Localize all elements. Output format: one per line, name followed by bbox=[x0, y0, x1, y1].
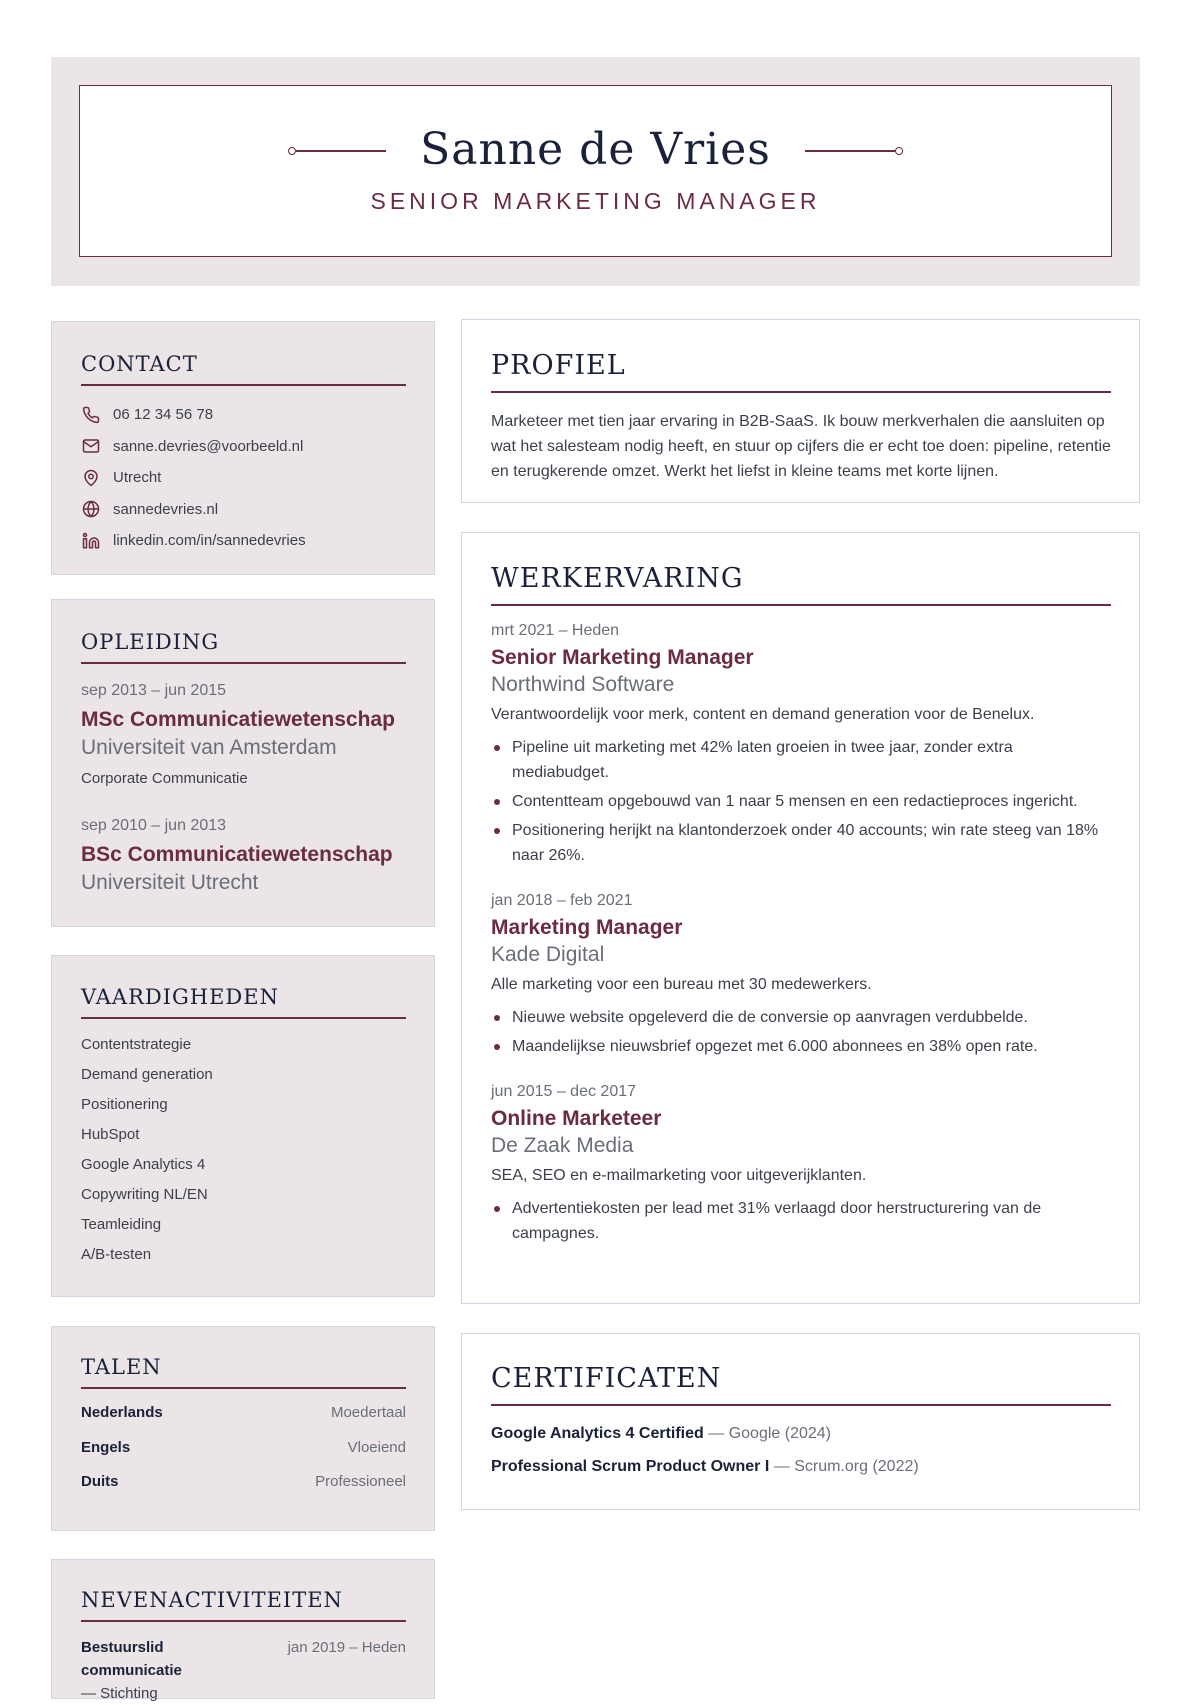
skill-item: HubSpot bbox=[81, 1126, 140, 1143]
job-description: Alle marketing voor een bureau met 30 medewerkers. bbox=[491, 976, 872, 993]
language-name: Duits bbox=[81, 1473, 119, 1490]
job-company: Kade Digital bbox=[491, 943, 605, 966]
experience-card bbox=[461, 532, 1140, 1304]
education-date: sep 2010 – jun 2013 bbox=[81, 817, 227, 834]
language-level: Moedertaal bbox=[330, 1404, 406, 1421]
skill-item: Teamleiding bbox=[81, 1216, 162, 1233]
skill-item: Demand generation bbox=[81, 1066, 213, 1083]
job-bullet: Maandelijkse nieuwsbrief opgezet met 6.000 abonnees en 38% open rate. bbox=[491, 1034, 1111, 1059]
contact-phone-text: 06 12 34 56 78 bbox=[113, 406, 214, 424]
contact-email-text: sanne.devries@voorbeeld.nl bbox=[113, 437, 304, 455]
education-date: sep 2013 – jun 2015 bbox=[81, 682, 227, 699]
language-name: Nederlands bbox=[81, 1404, 163, 1421]
contact-linkedin[interactable] bbox=[81, 525, 406, 557]
certificates-card bbox=[461, 1333, 1140, 1510]
contact-location bbox=[81, 462, 406, 494]
job-entry bbox=[491, 1083, 1111, 1246]
job-bullet: Nieuwe website opgeleverd die de conversie op aanvragen verdubbelde. bbox=[491, 1005, 1111, 1030]
skills-card bbox=[51, 955, 435, 1297]
mail-icon bbox=[81, 436, 101, 456]
job-date: jun 2015 – dec 2017 bbox=[491, 1083, 637, 1100]
education-item bbox=[81, 682, 406, 787]
certificates-heading: CERTIFICATEN bbox=[491, 1363, 1111, 1406]
job-title: Online Marketeer bbox=[491, 1107, 662, 1130]
skill-item: Copywriting NL/EN bbox=[81, 1186, 208, 1203]
education-school: Universiteit Utrecht bbox=[81, 871, 259, 894]
skill-item: Positionering bbox=[81, 1096, 168, 1113]
side-activity-role: Bestuurslid communicatie bbox=[81, 1639, 182, 1679]
language-level: Professioneel bbox=[315, 1473, 406, 1490]
contact-website-text: sannedevries.nl bbox=[113, 500, 219, 518]
education-note: Corporate Communicatie bbox=[81, 770, 248, 787]
job-title: Senior Marketing Manager bbox=[491, 646, 754, 669]
certificate-name: Google Analytics 4 Certified bbox=[491, 1425, 704, 1442]
job-bullet: Contentteam opgebouwd van 1 naar 5 mensen en een redactieproces ingericht. bbox=[491, 789, 1111, 814]
contact-linkedin-text: linkedin.com/in/sannedevries bbox=[113, 532, 306, 550]
profile-text: Marketeer met tien jaar ervaring in B2B-SaaS. Ik bouw merkverhalen die aansluiten op wat het salesteam nodig heeft, en stuur op cijfers die er echt toe doen: pipeline, retentie en terugkerende omzet. Werkt het liefst in kleine teams met korte lijnen. bbox=[491, 413, 1111, 480]
skill-item: A/B-testen bbox=[81, 1246, 152, 1263]
language-row bbox=[81, 1465, 406, 1500]
job-bullet: Positionering herijkt na klantonderzoek onder 40 accounts; win rate steeg van 18% naar 26%. bbox=[491, 818, 1111, 868]
candidate-title: SENIOR MARKETING MANAGER bbox=[370, 188, 821, 214]
contact-email[interactable] bbox=[81, 431, 406, 463]
job-entry bbox=[491, 622, 1111, 868]
education-degree: BSc Communicatiewetenschap bbox=[81, 843, 393, 866]
job-date: jan 2018 – feb 2021 bbox=[491, 892, 633, 909]
location-icon bbox=[81, 468, 101, 488]
certificate-name: Professional Scrum Product Owner I bbox=[491, 1458, 770, 1475]
candidate-name: Sanne de Vries bbox=[420, 124, 771, 175]
job-bullet: Pipeline uit marketing met 42% laten groeien in twee jaar, zonder extra mediabudget. bbox=[491, 735, 1111, 785]
profile-card bbox=[461, 319, 1140, 503]
job-title: Marketing Manager bbox=[491, 916, 683, 939]
language-row bbox=[81, 1396, 406, 1431]
job-date: mrt 2021 – Heden bbox=[491, 622, 620, 639]
side-activity-org: — Stichting bbox=[81, 1685, 158, 1702]
education-card bbox=[51, 599, 435, 927]
side-activity-date: jan 2019 – Heden bbox=[287, 1639, 406, 1656]
skill-item: Contentstrategie bbox=[81, 1036, 192, 1053]
contact-heading: CONTACT bbox=[81, 352, 406, 386]
skill-item: Google Analytics 4 bbox=[81, 1156, 206, 1173]
language-name: Engels bbox=[81, 1438, 131, 1456]
education-degree: MSc Communicatiewetenschap bbox=[81, 708, 395, 731]
language-level: Vloeiend bbox=[347, 1438, 406, 1456]
globe-icon bbox=[81, 499, 101, 519]
linkedin-icon bbox=[81, 531, 101, 551]
contact-phone[interactable] bbox=[81, 399, 406, 431]
phone-icon bbox=[81, 405, 101, 425]
job-description: SEA, SEO en e-mailmarketing voor uitgeverijklanten. bbox=[491, 1167, 867, 1184]
experience-heading: WERKERVARING bbox=[491, 563, 1111, 606]
language-row bbox=[81, 1431, 406, 1466]
job-company: Northwind Software bbox=[491, 673, 675, 696]
side-activities-card bbox=[51, 1559, 435, 1702]
job-entry bbox=[491, 892, 1111, 1059]
contact-card bbox=[51, 321, 435, 575]
profile-heading: PROFIEL bbox=[491, 350, 1111, 393]
certificate-item bbox=[491, 1450, 1111, 1483]
languages-heading: TALEN bbox=[81, 1355, 406, 1389]
job-company: De Zaak Media bbox=[491, 1134, 634, 1157]
education-school: Universiteit van Amsterdam bbox=[81, 736, 337, 759]
education-item bbox=[81, 817, 406, 895]
job-bullet: Advertentiekosten per lead met 31% verlaagd door herstructurering van de campagnes. bbox=[491, 1196, 1111, 1246]
side-activities-heading: NEVENACTIVITEITEN bbox=[81, 1588, 406, 1622]
skills-heading: VAARDIGHEDEN bbox=[81, 985, 406, 1019]
languages-card bbox=[51, 1326, 435, 1531]
contact-location-text: Utrecht bbox=[113, 469, 162, 487]
header-box bbox=[79, 85, 1112, 257]
education-heading: OPLEIDING bbox=[81, 630, 406, 664]
certificate-source: — Scrum.org (2022) bbox=[773, 1458, 919, 1475]
certificate-source: — Google (2024) bbox=[708, 1425, 831, 1442]
certificate-item bbox=[491, 1417, 1111, 1450]
contact-website[interactable] bbox=[81, 494, 406, 526]
side-activity-row bbox=[81, 1636, 406, 1705]
job-description: Verantwoordelijk voor merk, content en demand generation voor de Benelux. bbox=[491, 706, 1035, 723]
header-band bbox=[51, 57, 1140, 286]
